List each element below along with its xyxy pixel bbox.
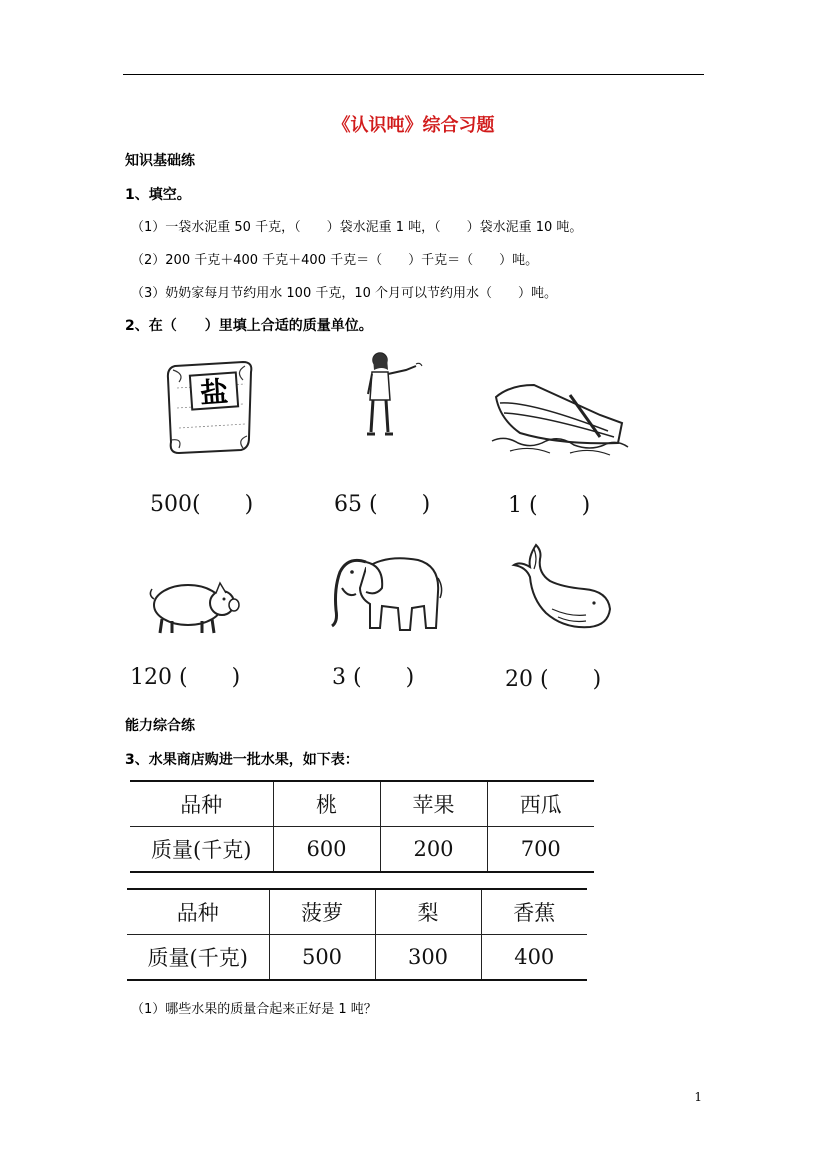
girl-icon (358, 350, 428, 445)
table-cell: 300 (375, 935, 481, 981)
section-ability-heading: 能力综合练 (125, 718, 195, 734)
salt-bag-icon (165, 358, 260, 458)
question-1-item-2: （2）200 千克＋400 千克＋400 千克＝（ ）千克＝（ ）吨。 (131, 253, 539, 268)
salt-character: 盐 (198, 375, 230, 410)
question-3-heading: 3、水果商店购进一批水果，如下表： (125, 752, 359, 768)
boat-icon (490, 375, 630, 460)
fruit-table-1 (130, 780, 594, 873)
blank-label-boat: 1 ( ) (508, 493, 591, 518)
table-cell: 质量(千克) (147, 946, 248, 970)
table-cell: 西瓜 (487, 781, 594, 827)
blank-label-pig: 120 ( ) (130, 665, 241, 690)
question-2-heading: 2、在（ ）里填上合适的质量单位。 (125, 318, 373, 334)
blank-label-salt: 500( ) (150, 492, 254, 517)
table-cell: 梨 (375, 889, 481, 935)
pig-icon (148, 575, 243, 637)
table-cell: 菠萝 (269, 889, 375, 935)
table-cell: 700 (487, 827, 594, 873)
blank-label-girl: 65 ( ) (334, 492, 431, 517)
table-cell: 苹果 (380, 781, 487, 827)
table-cell: 香蕉 (481, 889, 587, 935)
table-cell: 500 (269, 935, 375, 981)
table-row (127, 889, 587, 935)
question-1-item-3: （3）奶奶家每月节约用水 100 千克，10 个月可以节约用水（ ）吨。 (131, 286, 558, 301)
table-row (130, 781, 594, 827)
table-cell: 质量(千克) (151, 838, 252, 862)
table-cell: 400 (481, 935, 587, 981)
blank-label-elephant: 3 ( ) (332, 665, 415, 690)
table-cell: 600 (273, 827, 380, 873)
table-cell: 桃 (273, 781, 380, 827)
question-3-sub-1: （1）哪些水果的质量合起来正好是 1 吨？ (131, 1002, 377, 1017)
header-rule (123, 74, 704, 75)
page-title: 《认识吨》综合习题 (332, 115, 495, 136)
table-cell: 200 (380, 827, 487, 873)
table-row (130, 827, 594, 873)
elephant-icon (326, 548, 444, 636)
question-1-heading: 1、填空。 (125, 187, 191, 203)
section-basic-heading: 知识基础练 (125, 153, 195, 169)
fruit-table-2 (127, 888, 587, 981)
whale-icon (512, 543, 614, 635)
page-number: 1 (694, 1090, 702, 1104)
table-cell: 品种 (127, 889, 269, 935)
table-row (127, 935, 587, 981)
blank-label-whale: 20 ( ) (505, 667, 602, 692)
question-1-item-1: （1）一袋水泥重 50 千克，（ ）袋水泥重 1 吨，（ ）袋水泥重 10 吨。 (131, 220, 583, 235)
table-cell: 品种 (130, 781, 273, 827)
